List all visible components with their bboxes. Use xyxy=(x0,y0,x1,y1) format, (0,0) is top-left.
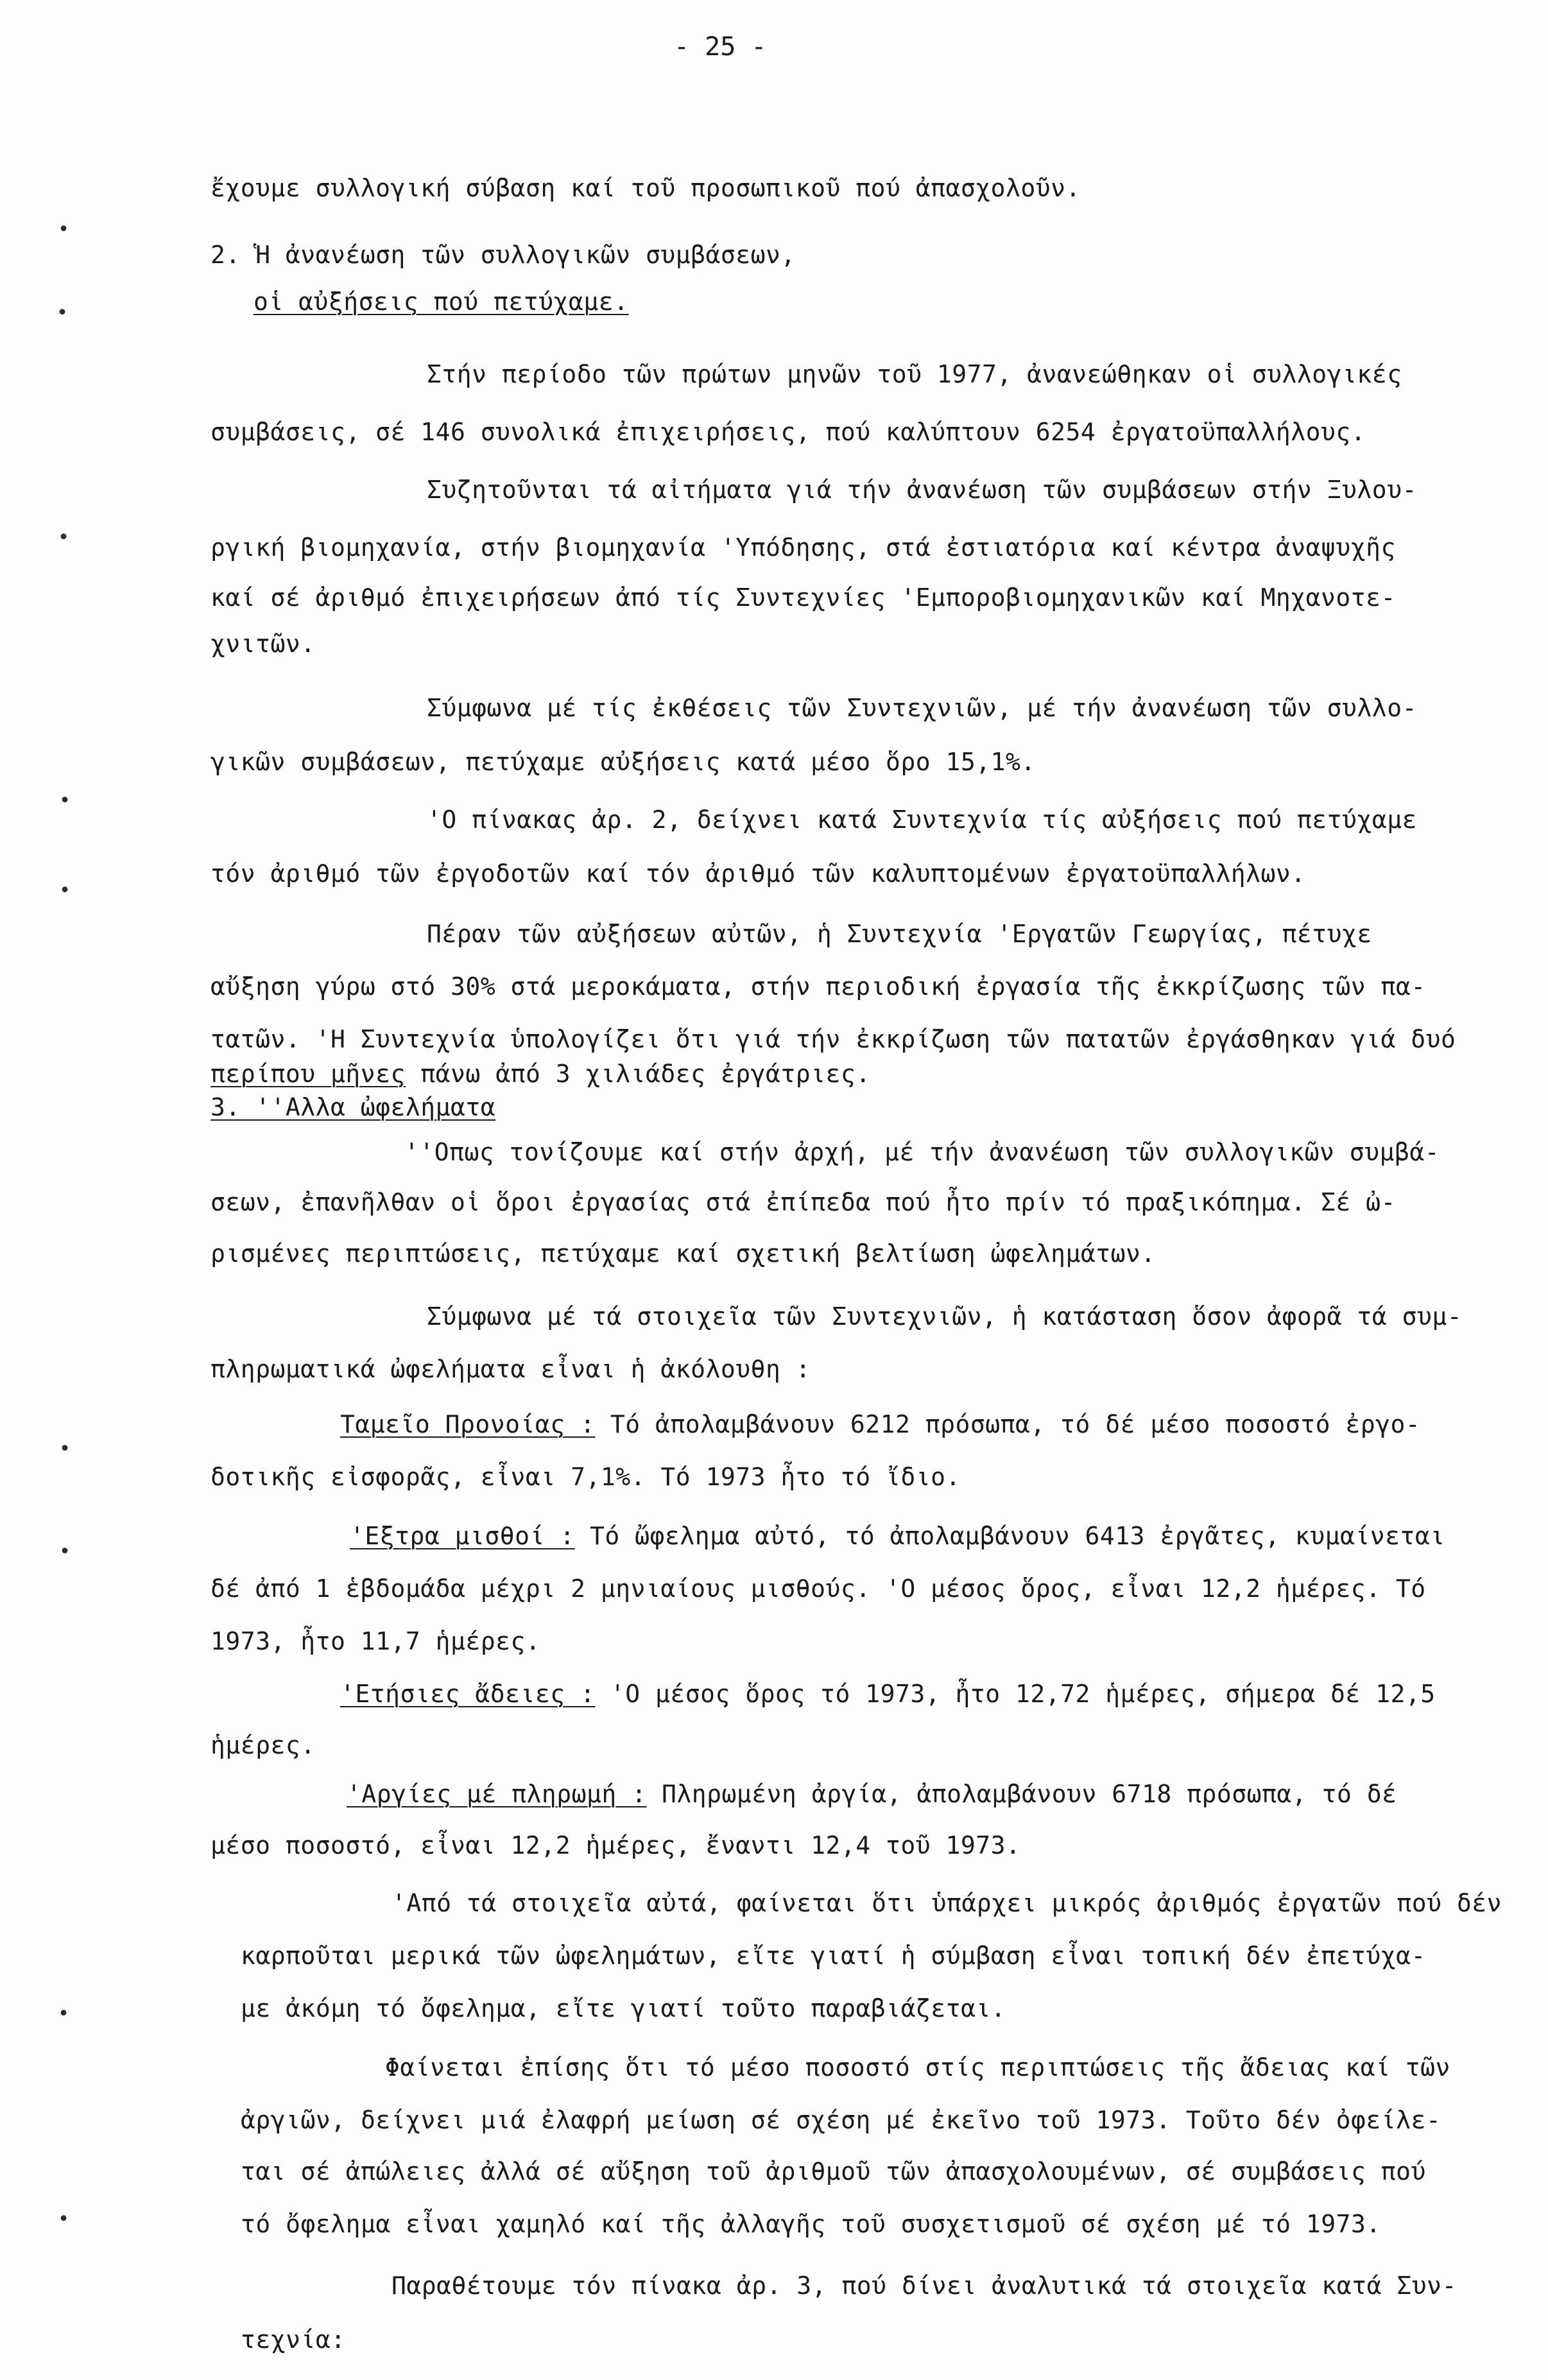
margin-mark: • xyxy=(58,526,70,549)
text-line xyxy=(211,1461,961,1493)
margin-mark: • xyxy=(59,789,71,812)
underlined-heading: περίπου μῆνες xyxy=(211,1060,406,1088)
margin-mark: • xyxy=(58,218,70,241)
text-line xyxy=(241,1940,1426,1972)
text-segment: πάνω ἀπό 3 χιλιάδες ἐργάτριες. xyxy=(405,1060,871,1088)
text-line xyxy=(241,2104,1441,2136)
text-line xyxy=(211,1237,1156,1270)
text-line xyxy=(241,1992,1006,2024)
underlined-heading: 3. ''Αλλα ὠφελήματα xyxy=(211,1093,496,1121)
text-segment: τό ὄφελημα εἶναι χαμηλό καί τῆς ἀλλαγῆς τοῦ συσχετισμοῦ σέ σχέση μέ τό 1973. xyxy=(241,2210,1381,2238)
text-segment: Τό ὤφελημα αὐτό, τό ἀπολαμβάνουν 6413 ἐργᾶτες, κυμαίνεται xyxy=(574,1522,1445,1550)
text-segment: δοτικῆς εἰσφορᾶς, εἶναι 7,1%. Τό 1973 ἦτο τό ἴδιο. xyxy=(211,1463,961,1491)
margin-mark: • xyxy=(59,1540,71,1563)
text-line xyxy=(254,286,628,318)
text-segment: 1973, ἦτο 11,7 ἡμέρες. xyxy=(211,1627,541,1655)
text-segment: τεχνία: xyxy=(241,2325,346,2354)
text-line xyxy=(211,1729,316,1761)
text-line xyxy=(211,628,316,660)
text-line xyxy=(427,1300,1462,1332)
text-line xyxy=(211,582,1396,614)
margin-mark: • xyxy=(58,2208,70,2230)
underlined-heading: 'Αργίες μέ πληρωμή : xyxy=(347,1780,647,1808)
page-number: - 25 - xyxy=(674,32,767,62)
text-segment: 2. Ἡ ἀνανέωση τῶν συλλογικῶν συμβάσεων, xyxy=(211,241,796,269)
text-line xyxy=(211,239,796,271)
text-segment: σεων, ἐπανῆλθαν οἱ ὅροι ἐργασίας στά ἐπίπεδα πού ἦτο πρίν τό πραξικόπημα. Σέ ὠ- xyxy=(211,1188,1396,1216)
text-line xyxy=(404,1136,1440,1168)
underlined-heading: οἱ αὐξήσεις πού πετύχαμε. xyxy=(254,288,629,316)
text-segment: 'Από τά στοιχεῖα αὐτά, φαίνεται ὅτι ὑπάρχει μικρός ἀριθμός ἐργατῶν πού δέν xyxy=(391,1889,1502,1917)
text-line xyxy=(340,1408,1420,1440)
margin-mark: • xyxy=(56,302,69,324)
text-segment: ται σέ ἀπώλειες ἀλλά σέ αὔξηση τοῦ ἀριθμοῦ τῶν ἀπασχολουμένων, σέ συμβάσεις πού xyxy=(241,2157,1426,2186)
text-line xyxy=(211,1091,495,1123)
text-segment: καρποῦται μερικά τῶν ὠφελημάτων, εἴτε γιατί ἡ σύμβαση εἶναι τοπική δέν ἐπετύχα- xyxy=(241,1942,1426,1970)
text-line xyxy=(241,2324,346,2356)
text-segment: Συζητοῦνται τά αἰτήματα γιά τήν ἀνανέωση τῶν συμβάσεων στήν Ξυλου- xyxy=(427,476,1417,504)
text-segment: δέ ἀπό 1 ἑβδομάδα μέχρι 2 μηνιαίους μισθούς. 'Ο μέσος ὅρος, εἶναι 12,2 ἡμέρες. Τό xyxy=(211,1574,1426,1603)
text-segment: 'Ο πίνακας ἀρ. 2, δείχνει κατά Συντεχνία τίς αὐξήσεις πού πετύχαμε xyxy=(427,806,1417,834)
text-segment: Πέραν τῶν αὐξήσεων αὐτῶν, ἡ Συντεχνία 'Εργατῶν Γεωργίας, πέτυχε xyxy=(427,920,1372,948)
text-segment: 'Ο μέσος ὅρος τό 1973, ἦτο 12,72 ἡμέρες, σήμερα δέ 12,5 xyxy=(595,1680,1436,1708)
text-line xyxy=(427,474,1417,506)
margin-mark: • xyxy=(59,879,71,902)
text-line xyxy=(391,2270,1457,2302)
text-segment: μέσο ποσοστό, εἶναι 12,2 ἡμέρες, ἔναντι 12,4 τοῦ 1973. xyxy=(211,1831,1021,1859)
text-segment: ''Οπως τονίζουμε καί στήν ἀρχή, μέ τήν ἀνανέωση τῶν συλλογικῶν συμβά- xyxy=(404,1138,1440,1166)
text-line xyxy=(211,1186,1396,1218)
text-line xyxy=(347,1778,1397,1810)
text-segment: ἔχουμε συλλογική σύβαση καί τοῦ προσωπικοῦ πού ἀπασχολοῦν. xyxy=(211,174,1081,202)
text-segment: ἡμέρες. xyxy=(211,1731,316,1759)
text-line xyxy=(241,2155,1426,2187)
text-segment: ἀργιῶν, δείχνει μιά ἐλαφρή μείωση σέ σχέση μέ ἐκεῖνο τοῦ 1973. Τοῦτο δέν ὀφείλε- xyxy=(241,2106,1441,2134)
underlined-heading: 'Ετήσιες ἄδειες : xyxy=(340,1680,596,1708)
text-segment: τατῶν. 'Η Συντεχνία ὑπολογίζει ὅτι γιά τήν ἐκκρίζωση τῶν πατατῶν ἐργάσθηκαν γιά δυό xyxy=(211,1025,1456,1053)
text-line xyxy=(211,1058,871,1090)
text-line xyxy=(211,1023,1456,1055)
text-line xyxy=(241,2208,1381,2240)
text-line xyxy=(211,746,1036,778)
text-line xyxy=(427,804,1417,836)
text-segment: ργική βιομηχανία, στήν βιομηχανία 'Υπόδησης, στά ἐστιατόρια καί κέντρα ἀναψυχῆς xyxy=(211,533,1396,562)
text-line xyxy=(211,1353,811,1385)
underlined-heading: 'Εξτρα μισθοί : xyxy=(350,1522,575,1550)
text-segment: πληρωματικά ὠφελήματα εἶναι ἡ ἀκόλουθη : xyxy=(211,1355,811,1383)
text-segment: Σύμφωνα μέ τίς ἐκθέσεις τῶν Συντεχνιῶν, μέ τήν ἀνανέωση τῶν συλλο- xyxy=(427,694,1417,722)
text-line xyxy=(385,2051,1450,2083)
text-segment: καί σέ ἀριθμό ἐπιχειρήσεων ἀπό τίς Συντεχνίες 'Εμποροβιομηχανικῶν καί Μηχανοτε- xyxy=(211,583,1396,612)
underlined-heading: Ταμεῖο Προνοίας : xyxy=(340,1410,596,1438)
text-line xyxy=(350,1520,1445,1552)
text-line xyxy=(391,1887,1502,1919)
text-segment: γικῶν συμβάσεων, πετύχαμε αὐξήσεις κατά μέσο ὅρο 15,1%. xyxy=(211,748,1036,776)
text-segment: Σύμφωνα μέ τά στοιχεῖα τῶν Συντεχνιῶν, ἡ κατάσταση ὅσον ἀφορᾶ τά συμ- xyxy=(427,1302,1463,1331)
text-segment: χνιτῶν. xyxy=(211,630,316,658)
text-line xyxy=(211,172,1081,204)
text-segment: Στήν περίοδο τῶν πρώτων μηνῶν τοῦ 1977, ἀνανεώθηκαν οἱ συλλογικές xyxy=(427,360,1402,388)
text-segment: τόν ἀριθμό τῶν ἐργοδοτῶν καί τόν ἀριθμό τῶν καλυπτομένων ἐργατοϋπαλλήλων. xyxy=(211,859,1306,888)
text-line xyxy=(340,1678,1436,1710)
text-line xyxy=(211,1829,1020,1861)
text-segment: ρισμένες περιπτώσεις, πετύχαμε καί σχετική βελτίωση ὠφελημάτων. xyxy=(211,1239,1156,1268)
text-segment: συμβάσεις, σέ 146 συνολικά ἐπιχειρήσεις, πού καλύπτουν 6254 ἐργατοϋπαλλήλους. xyxy=(211,418,1366,446)
text-line xyxy=(211,1625,540,1657)
text-segment: Πληρωμένη ἀργία, ἀπολαμβάνουν 6718 πρόσωπα, τό δέ xyxy=(646,1780,1397,1808)
text-segment: Φαίνεται ἐπίσης ὅτι τό μέσο ποσοστό στίς περιπτώσεις τῆς ἄδειας καί τῶν xyxy=(385,2053,1450,2082)
text-line xyxy=(427,918,1372,950)
margin-mark: • xyxy=(59,1438,71,1460)
text-line xyxy=(211,970,1426,1003)
text-line xyxy=(427,692,1417,724)
text-segment: αὔξηση γύρω στό 30% στά μεροκάματα, στήν περιοδική ἐργασία τῆς ἐκκρίζωσης τῶν πα- xyxy=(211,972,1426,1001)
text-line xyxy=(211,531,1396,564)
text-line xyxy=(211,416,1366,448)
text-segment: Παραθέτουμε τόν πίνακα ἀρ. 3, πού δίνει ἀναλυτικά τά στοιχεῖα κατά Συν- xyxy=(391,2272,1457,2300)
margin-mark: • xyxy=(58,2003,70,2025)
text-line xyxy=(427,358,1402,390)
text-segment: με ἀκόμη τό ὄφελημα, εἴτε γιατί τοῦτο παραβιάζεται. xyxy=(241,1994,1006,2022)
text-segment: Τό ἀπολαμβάνουν 6212 πρόσωπα, τό δέ μέσο ποσοστό ἐργο- xyxy=(595,1410,1421,1438)
text-line xyxy=(211,858,1306,890)
text-line xyxy=(211,1573,1426,1605)
